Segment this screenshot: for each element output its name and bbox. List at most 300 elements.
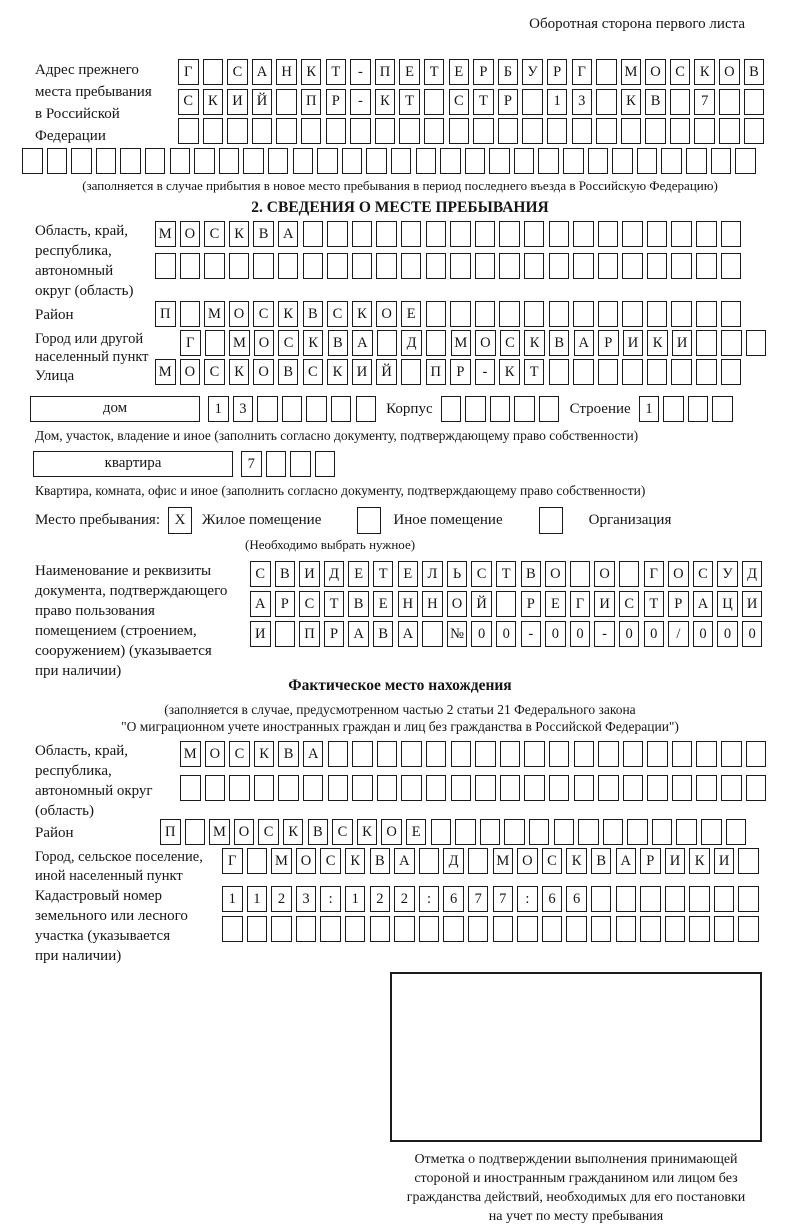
stay-type-note: (Необходимо выбрать нужное) <box>245 536 416 552</box>
char-cell <box>47 148 68 174</box>
char-cell <box>401 253 422 279</box>
char-cell: 0 <box>717 621 738 647</box>
option-zhiloe-label: Жилое помещение <box>202 511 322 528</box>
char-cell: О <box>376 301 397 327</box>
cadastre-row-1 <box>222 886 763 912</box>
char-cell <box>303 253 324 279</box>
char-cell: Г <box>178 59 199 85</box>
char-cell: 7 <box>694 89 715 115</box>
region-block <box>35 221 800 299</box>
char-cell <box>671 221 692 247</box>
char-cell <box>465 396 486 422</box>
char-cell: С <box>471 561 492 587</box>
char-cell: А <box>398 621 419 647</box>
checkbox-inoe <box>357 507 381 534</box>
char-cell: О <box>475 330 496 356</box>
char-cell <box>391 148 412 174</box>
char-cell: Т <box>424 59 445 85</box>
char-cell <box>327 253 348 279</box>
char-cell: К <box>301 59 322 85</box>
char-cell <box>254 775 275 801</box>
char-cell: М <box>155 359 176 385</box>
char-cell: У <box>717 561 738 587</box>
char-cell <box>475 775 496 801</box>
char-cell <box>621 118 642 144</box>
char-cell: С <box>332 819 353 845</box>
char-cell <box>622 359 643 385</box>
char-cell: А <box>303 741 324 767</box>
char-cell: О <box>234 819 255 845</box>
char-cell: И <box>299 561 320 587</box>
char-cell <box>672 775 693 801</box>
char-cell <box>647 221 668 247</box>
char-cell <box>178 118 199 144</box>
char-cell: : <box>419 886 440 912</box>
fact-region-label: Область, край, республика, автономный округ (область) <box>35 742 153 819</box>
char-cell <box>356 396 377 422</box>
char-cell <box>522 89 543 115</box>
city-block <box>35 330 800 365</box>
char-cell <box>350 118 371 144</box>
char-cell <box>721 253 742 279</box>
char-cell <box>640 916 661 942</box>
char-cell <box>431 819 452 845</box>
char-cell <box>573 301 594 327</box>
char-cell <box>616 886 637 912</box>
char-cell <box>688 396 709 422</box>
char-cell <box>180 301 201 327</box>
char-cell: Е <box>399 59 420 85</box>
char-cell: 1 <box>208 396 229 422</box>
char-cell: Е <box>348 561 369 587</box>
char-cell <box>204 253 225 279</box>
char-cell: 7 <box>493 886 514 912</box>
char-cell: Е <box>401 301 422 327</box>
char-cell <box>598 253 619 279</box>
option-organizaciya-label: Организация <box>588 511 672 528</box>
house-box: дом <box>30 396 200 422</box>
char-cell <box>542 916 563 942</box>
char-cell: И <box>250 621 271 647</box>
char-cell <box>670 118 691 144</box>
char-cell <box>499 221 520 247</box>
char-cell <box>278 253 299 279</box>
char-cell: 0 <box>619 621 640 647</box>
char-cell <box>671 253 692 279</box>
char-cell <box>500 741 521 767</box>
char-cell <box>524 301 545 327</box>
apartment-cells <box>241 451 339 477</box>
char-cell <box>455 819 476 845</box>
char-cell: Л <box>422 561 443 587</box>
document-row-2 <box>250 591 766 617</box>
char-cell: 6 <box>443 886 464 912</box>
char-cell: О <box>180 221 201 247</box>
char-cell: В <box>744 59 765 85</box>
char-cell <box>451 775 472 801</box>
stay-type-label: Место пребывания: <box>35 511 160 528</box>
char-cell <box>290 451 311 477</box>
char-cell <box>416 148 437 174</box>
actual-location-title: Фактическое место нахождения <box>288 676 512 694</box>
char-cell <box>746 775 767 801</box>
char-cell <box>375 118 396 144</box>
char-cell <box>719 89 740 115</box>
char-cell <box>696 253 717 279</box>
char-cell: К <box>621 89 642 115</box>
char-cell <box>647 741 668 767</box>
char-cell <box>203 59 224 85</box>
char-cell <box>205 330 226 356</box>
street-row <box>155 359 745 385</box>
char-cell <box>194 148 215 174</box>
district-row <box>155 301 745 327</box>
char-cell <box>619 561 640 587</box>
char-cell: 1 <box>639 396 660 422</box>
char-cell: П <box>299 621 320 647</box>
char-cell <box>331 396 352 422</box>
char-cell: С <box>204 221 225 247</box>
char-cell: Д <box>443 848 464 874</box>
char-cell: Д <box>401 330 422 356</box>
char-cell <box>399 118 420 144</box>
char-cell: С <box>449 89 470 115</box>
char-cell <box>721 221 742 247</box>
char-cell <box>566 916 587 942</box>
char-cell: - <box>594 621 615 647</box>
char-cell <box>524 741 545 767</box>
char-cell: 0 <box>742 621 763 647</box>
char-cell <box>170 148 191 174</box>
char-cell <box>266 451 287 477</box>
char-cell <box>145 148 166 174</box>
char-cell <box>203 118 224 144</box>
char-cell: Т <box>399 89 420 115</box>
stamp-caption: Отметка о подтверждении выполнения принимающей стороной и иностранным гражданином или лицом без гражданства действий, необходимых для его постановки на учет по месту пребывания <box>406 1151 746 1224</box>
char-cell <box>726 819 747 845</box>
char-cell: В <box>370 848 391 874</box>
char-cell <box>377 775 398 801</box>
char-cell <box>574 775 595 801</box>
char-cell <box>622 253 643 279</box>
char-cell: В <box>521 561 542 587</box>
char-cell: К <box>566 848 587 874</box>
char-cell <box>640 886 661 912</box>
char-cell: 0 <box>570 621 591 647</box>
char-cell: П <box>375 59 396 85</box>
char-cell: И <box>594 591 615 617</box>
char-cell <box>645 118 666 144</box>
char-cell <box>185 819 206 845</box>
char-cell: 1 <box>547 89 568 115</box>
char-cell: С <box>258 819 279 845</box>
char-cell <box>524 221 545 247</box>
char-cell <box>514 396 535 422</box>
char-cell <box>721 330 742 356</box>
char-cell: Т <box>324 591 345 617</box>
char-cell <box>538 148 559 174</box>
char-cell: И <box>352 359 373 385</box>
char-cell <box>689 916 710 942</box>
char-cell <box>712 396 733 422</box>
char-cell <box>719 118 740 144</box>
char-cell: К <box>352 301 373 327</box>
char-cell: - <box>475 359 496 385</box>
char-cell: О <box>545 561 566 587</box>
char-cell: К <box>229 359 250 385</box>
char-cell: К <box>327 359 348 385</box>
char-cell <box>721 301 742 327</box>
char-cell <box>475 221 496 247</box>
char-cell: О <box>668 561 689 587</box>
char-cell: С <box>327 301 348 327</box>
char-cell: К <box>524 330 545 356</box>
char-cell: М <box>271 848 292 874</box>
char-cell <box>574 741 595 767</box>
char-cell <box>696 330 717 356</box>
char-cell: О <box>381 819 402 845</box>
char-cell: О <box>645 59 666 85</box>
char-cell <box>219 148 240 174</box>
char-cell <box>539 396 560 422</box>
char-cell <box>496 591 517 617</box>
fact-city-label: Город, сельское поселение, иной населенный пункт <box>35 848 203 884</box>
char-cell: К <box>345 848 366 874</box>
char-cell: Т <box>496 561 517 587</box>
char-cell <box>257 396 278 422</box>
char-cell: Й <box>376 359 397 385</box>
char-cell: Й <box>471 591 492 617</box>
char-cell: О <box>719 59 740 85</box>
char-cell <box>440 148 461 174</box>
char-cell <box>293 148 314 174</box>
char-cell <box>268 148 289 174</box>
char-cell <box>401 775 422 801</box>
char-cell: Е <box>545 591 566 617</box>
char-cell <box>451 741 472 767</box>
char-cell: М <box>155 221 176 247</box>
char-cell <box>205 775 226 801</box>
char-cell: В <box>308 819 329 845</box>
char-cell <box>696 741 717 767</box>
char-cell <box>573 221 594 247</box>
registration-stamp-box <box>390 972 762 1142</box>
option-inoe-label: Иное помещение <box>393 511 503 528</box>
korpus-label: Корпус <box>386 400 433 417</box>
char-cell <box>370 916 391 942</box>
char-cell <box>443 916 464 942</box>
char-cell <box>570 561 591 587</box>
char-cell <box>275 621 296 647</box>
document-label: Наименование и реквизиты документа, подтверждающего право пользования помещением (строением, сооружением) (указывается при наличии) <box>35 562 228 679</box>
char-cell: С <box>253 301 274 327</box>
char-cell <box>573 359 594 385</box>
char-cell: 7 <box>468 886 489 912</box>
char-cell <box>670 89 691 115</box>
char-cell: Г <box>222 848 243 874</box>
char-cell <box>229 775 250 801</box>
char-cell: К <box>229 221 250 247</box>
char-cell: П <box>426 359 447 385</box>
char-cell <box>588 148 609 174</box>
char-cell: В <box>253 221 274 247</box>
char-cell <box>222 916 243 942</box>
char-cell: К <box>499 359 520 385</box>
char-cell <box>661 148 682 174</box>
char-cell <box>180 775 201 801</box>
char-cell <box>696 775 717 801</box>
char-cell <box>672 741 693 767</box>
char-cell: 3 <box>296 886 317 912</box>
fact-region-row-1 <box>180 741 770 767</box>
char-cell <box>598 301 619 327</box>
char-cell: № <box>447 621 468 647</box>
char-cell: О <box>180 359 201 385</box>
char-cell: 3 <box>233 396 254 422</box>
char-cell <box>689 886 710 912</box>
char-cell: А <box>250 591 271 617</box>
char-cell <box>696 359 717 385</box>
char-cell <box>671 359 692 385</box>
char-cell <box>155 253 176 279</box>
char-cell: К <box>694 59 715 85</box>
char-cell <box>424 89 445 115</box>
char-cell <box>665 916 686 942</box>
char-cell: Г <box>572 59 593 85</box>
char-cell <box>327 221 348 247</box>
char-cell <box>514 148 535 174</box>
char-cell: М <box>621 59 642 85</box>
char-cell <box>247 916 268 942</box>
char-cell: К <box>303 330 324 356</box>
char-cell: С <box>670 59 691 85</box>
char-cell <box>465 148 486 174</box>
char-cell <box>345 916 366 942</box>
char-cell <box>738 848 759 874</box>
char-cell <box>468 848 489 874</box>
prev-address-row-4 <box>22 148 800 174</box>
fact-district-block <box>35 819 800 848</box>
char-cell: И <box>714 848 735 874</box>
char-cell <box>426 301 447 327</box>
char-cell <box>627 819 648 845</box>
prev-address-footnote: (заполняется в случае прибытия в новое место пребывания в период последнего въезда в Российскую Федерацию) <box>82 177 718 193</box>
char-cell: О <box>253 359 274 385</box>
char-cell <box>426 741 447 767</box>
char-cell: - <box>350 59 371 85</box>
char-cell <box>549 301 570 327</box>
char-cell: - <box>521 621 542 647</box>
char-cell <box>426 253 447 279</box>
char-cell: Р <box>640 848 661 874</box>
district-label: Район <box>35 306 74 323</box>
street-label: Улица <box>35 367 75 384</box>
checkbox-zhiloe: X <box>168 507 192 534</box>
char-cell: И <box>742 591 763 617</box>
char-cell: А <box>352 330 373 356</box>
char-cell <box>377 741 398 767</box>
district-block <box>35 301 800 330</box>
char-cell: 0 <box>496 621 517 647</box>
checkbox-organizaciya <box>539 507 563 534</box>
cadastre-label: Кадастровый номер земельного или лесного участка (указывается при наличии) <box>35 887 188 964</box>
char-cell: А <box>278 221 299 247</box>
char-cell <box>721 741 742 767</box>
char-cell <box>352 221 373 247</box>
char-cell: Д <box>324 561 345 587</box>
char-cell <box>517 916 538 942</box>
char-cell <box>598 221 619 247</box>
prev-address-label: Адрес прежнего места пребывания в Российской Федерации <box>35 62 152 144</box>
fact-district-row <box>160 819 750 845</box>
char-cell: К <box>203 89 224 115</box>
char-cell: Т <box>373 561 394 587</box>
char-cell: Ц <box>717 591 738 617</box>
stroenie-cells <box>639 396 737 422</box>
char-cell: Е <box>373 591 394 617</box>
region-row-1 <box>155 221 745 247</box>
char-cell <box>714 916 735 942</box>
fact-city-block <box>35 848 800 884</box>
char-cell: К <box>254 741 275 767</box>
char-cell: Т <box>524 359 545 385</box>
char-cell <box>738 886 759 912</box>
char-cell <box>554 819 575 845</box>
char-cell <box>303 775 324 801</box>
char-cell <box>573 253 594 279</box>
char-cell: К <box>689 848 710 874</box>
cadastre-block <box>35 886 800 964</box>
char-cell: Р <box>598 330 619 356</box>
char-cell: 0 <box>545 621 566 647</box>
char-cell <box>652 819 673 845</box>
char-cell: У <box>522 59 543 85</box>
char-cell: 1 <box>247 886 268 912</box>
char-cell: В <box>275 561 296 587</box>
char-cell <box>578 819 599 845</box>
char-cell <box>278 775 299 801</box>
char-cell: 0 <box>471 621 492 647</box>
apartment-block <box>33 451 800 477</box>
char-cell <box>591 886 612 912</box>
char-cell: Й <box>252 89 273 115</box>
char-cell <box>572 118 593 144</box>
char-cell: Р <box>547 59 568 85</box>
char-cell: К <box>357 819 378 845</box>
char-cell: О <box>254 330 275 356</box>
char-cell: Г <box>570 591 591 617</box>
char-cell <box>744 118 765 144</box>
char-cell <box>622 301 643 327</box>
house-block <box>30 396 800 423</box>
char-cell <box>426 221 447 247</box>
char-cell <box>596 59 617 85</box>
char-cell <box>480 819 501 845</box>
char-cell <box>665 886 686 912</box>
document-row-1 <box>250 561 766 587</box>
char-cell: А <box>348 621 369 647</box>
char-cell <box>701 819 722 845</box>
char-cell <box>306 396 327 422</box>
char-cell <box>303 221 324 247</box>
char-cell: Т <box>326 59 347 85</box>
char-cell <box>563 148 584 174</box>
char-cell <box>549 359 570 385</box>
char-cell <box>296 916 317 942</box>
char-cell <box>714 886 735 912</box>
char-cell <box>449 118 470 144</box>
char-cell: С <box>250 561 271 587</box>
